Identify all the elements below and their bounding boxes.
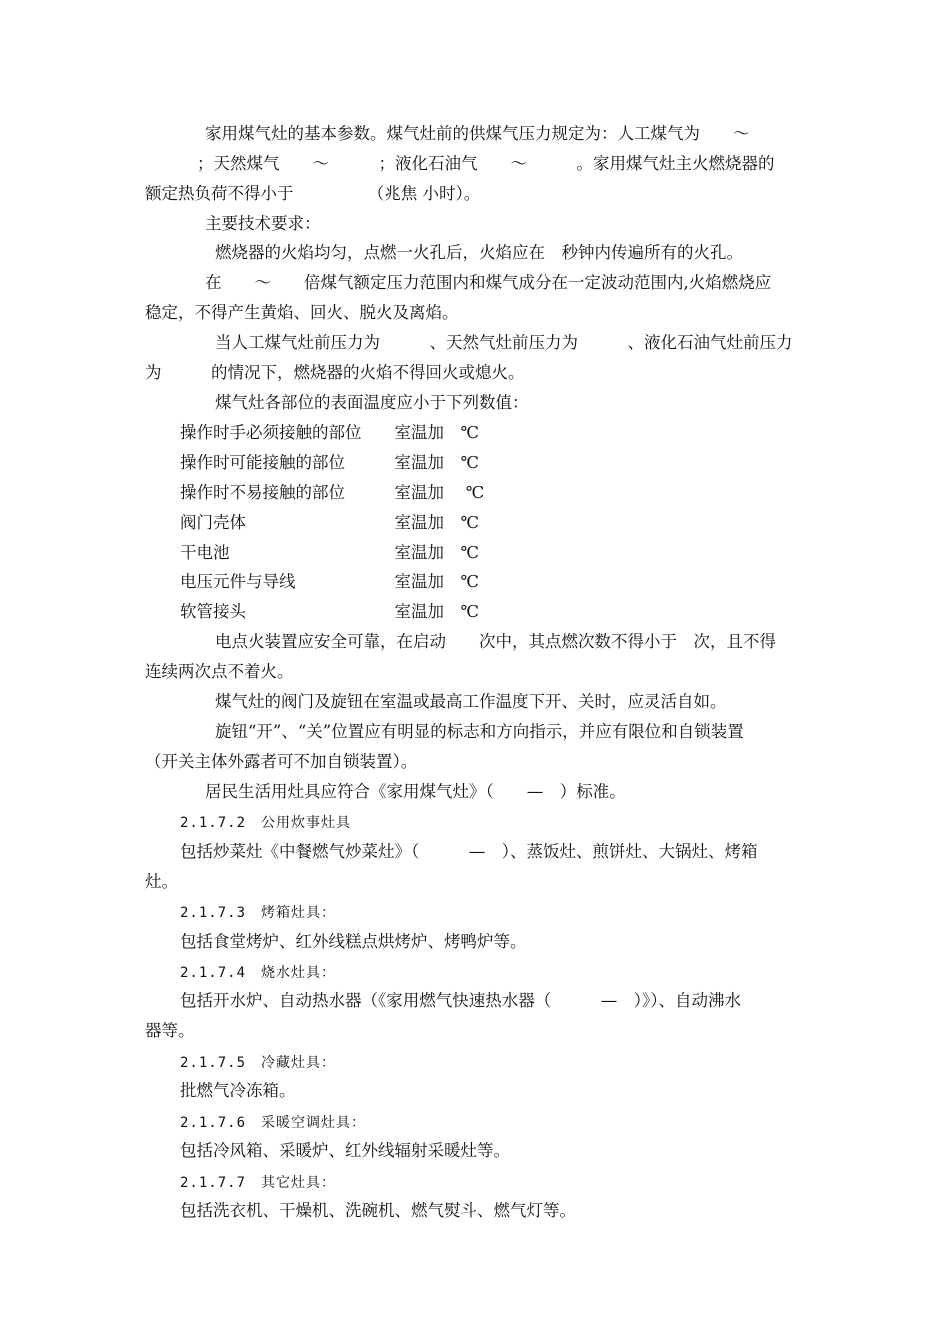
- paragraph-line: 煤气灶各部位的表面温度应小于下列数值：: [215, 393, 529, 412]
- paragraph-line: 家用煤气灶的基本参数。煤气灶前的供煤气压力规定为：人工煤气为 ～: [205, 124, 750, 143]
- paragraph-line: 额定热负荷不得小于 （兆焦 小时）。: [145, 184, 481, 203]
- temperature-list-item: 阀门壳体 室温加 ℃: [180, 513, 479, 532]
- temperature-list-item: 操作时不易接触的部位 室温加 ℃: [180, 483, 485, 502]
- paragraph-line: 批燃气冷冻箱。: [180, 1081, 296, 1100]
- section-heading: 2.1.7.3 烤箱灶具：: [180, 905, 337, 921]
- paragraph-line: 包括炒菜灶《中餐燃气炒菜灶》（ — ）、蒸饭灶、煎饼灶、大锅灶、烤箱: [180, 842, 758, 861]
- temperature-list-item: 电压元件与导线 室温加 ℃: [180, 572, 479, 591]
- section-heading: 2.1.7.2 公用炊事灶具: [180, 815, 352, 831]
- paragraph-line: （开关主体外露者可不加自锁装置）。: [145, 752, 418, 771]
- section-heading: 2.1.7.6 采暖空调灶具：: [180, 1115, 367, 1131]
- temperature-list-item: 干电池 室温加 ℃: [180, 543, 479, 562]
- paragraph-line: 稳定，不得产生黄焰、回火、脱火及离焰。: [145, 303, 459, 322]
- paragraph-line: 电点火装置应安全可靠，在启动 次中，其点燃次数不得小于 次，且不得: [215, 632, 776, 651]
- paragraph-line: 当人工煤气灶前压力为 、天然气灶前压力为 、液化石油气灶前压力: [215, 333, 793, 352]
- section-heading: 主要技术要求：: [205, 214, 321, 233]
- paragraph-line: 居民生活用灶具应符合《家用煤气灶》（ — ）标准。: [205, 782, 626, 801]
- paragraph-line: 燃烧器的火焰均匀，点燃一火孔后，火焰应在 秒钟内传遍所有的火孔。: [215, 243, 743, 262]
- section-heading: 2.1.7.4 烧水灶具：: [180, 965, 337, 981]
- paragraph-line: 包括冷风箱、采暖炉、红外线辐射采暖灶等。: [180, 1141, 510, 1160]
- paragraph-line: 旋钮“开”、“关”位置应有明显的标志和方向指示，并应有限位和自锁装置: [215, 722, 744, 741]
- paragraph-line: ；天然煤气 ～ ；液化石油气 ～ 。家用煤气灶主火燃烧器的: [197, 154, 775, 173]
- paragraph-line: 煤气灶的阀门及旋钮在室温或最高工作温度下开、关时，应灵活自如。: [215, 692, 727, 711]
- section-heading: 2.1.7.5 冷藏灶具：: [180, 1055, 337, 1071]
- paragraph-line: 包括开水炉、自动热水器（《家用燃气快速热水器（ — ）》）、自动沸水: [180, 991, 741, 1010]
- section-heading: 2.1.7.7 其它灶具：: [180, 1175, 337, 1191]
- paragraph-line: 在 ～ 倍煤气额定压力范围内和煤气成分在一定波动范围内,火焰燃烧应: [205, 273, 772, 292]
- paragraph-line: 包括食堂烤炉、红外线糕点烘烤炉、烤鸭炉等。: [180, 932, 527, 951]
- paragraph-line: 器等。: [145, 1021, 195, 1040]
- temperature-list-item: 软管接头 室温加 ℃: [180, 602, 479, 621]
- paragraph-line: 包括洗衣机、干燥机、洗碗机、燃气熨斗、燃气灯等。: [180, 1201, 576, 1220]
- temperature-list-item: 操作时可能接触的部位 室温加 ℃: [180, 453, 479, 472]
- paragraph-line: 连续两次点不着火。: [145, 662, 294, 681]
- paragraph-line: 为 的情况下，燃烧器的火焰不得回火或熄火。: [145, 363, 525, 382]
- temperature-list-item: 操作时手必须接触的部位 室温加 ℃: [180, 423, 479, 442]
- paragraph-line: 灶。: [145, 872, 178, 891]
